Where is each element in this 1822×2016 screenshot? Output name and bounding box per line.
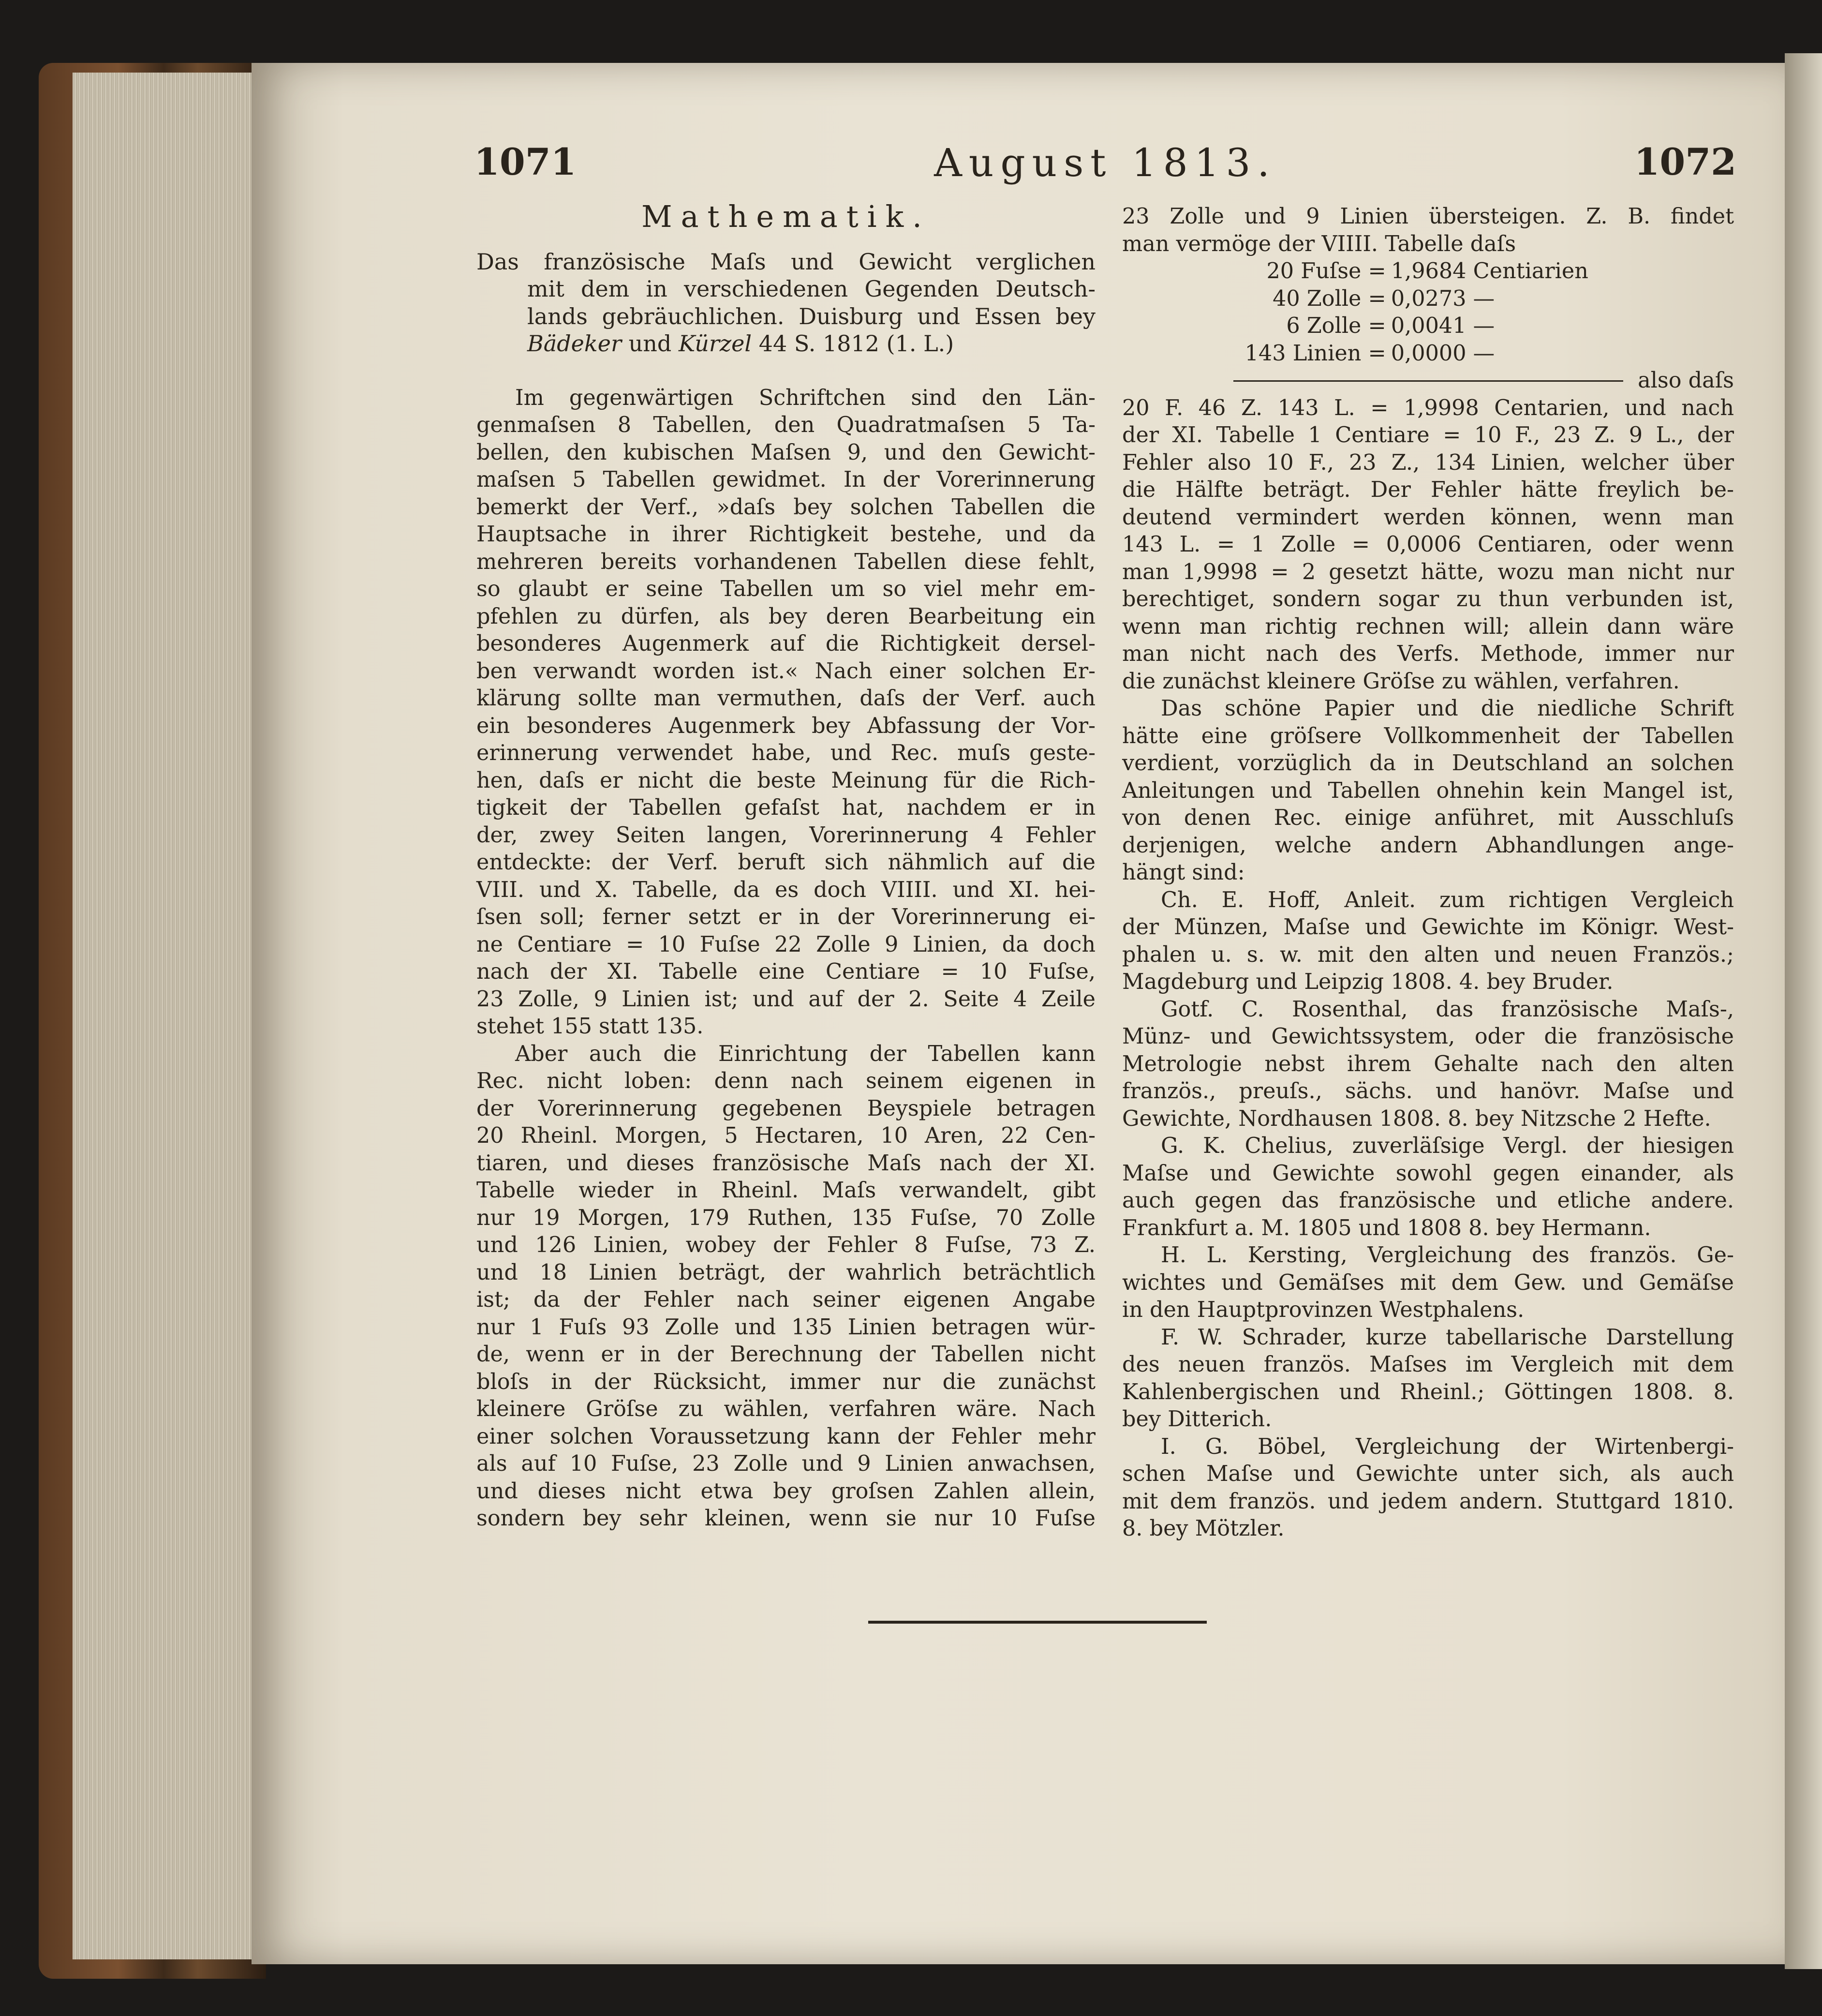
text-line: ist; da der Fehler nach seiner eigenen Angabe [476,1287,1096,1312]
table-cell: 20 Fuſse = [1266,259,1386,284]
text-line: maſsen 5 Tabellen gewidmet. In der Vorerinnerung [476,467,1096,492]
text-line: Aber auch die Einrichtung der Tabellen kann [515,1041,1096,1066]
text-line: pfehlen zu dürfen, als bey deren Bearbeitung ein [476,604,1096,629]
text-line: Hauptsache in ihrer Richtigkeit bestehe, und da [476,522,1096,547]
table-cell: 1,9684 Centiarien [1391,259,1588,284]
text-line: bemerkt der Verf., »daſs bey solchen Tabellen die [476,494,1096,520]
text-line: entdeckte: der Verf. beruft sich nähmlich auf die [476,850,1096,875]
text-line: Magdeburg und Leipzig 1808. 4. bey Bruder. [1122,970,1614,994]
text-line: genmaſsen 8 Tabellen, den Quadratmaſsen 5 Ta- [476,413,1096,437]
text-line: schen Maſse und Gewichte unter sich, als auch [1122,1462,1734,1486]
sum-rule [1233,367,1734,395]
table-row [1243,258,1591,285]
text-line: die zunächst kleinere Gröſse zu wählen, verfahren. [1122,669,1680,694]
text-line: 8. bey Mötzler. [1122,1516,1285,1541]
table-cell: 0,0000 — [1391,341,1495,366]
text-line: man 1,9998 = 2 gesetzt hätte, wozu man nicht nur [1122,559,1734,584]
text-line: kleinere Gröſse zu wählen, verfahren wäre. Nach [476,1397,1096,1421]
review-heading-line: Das französische Maſs und Gewicht verglichen [476,248,1096,275]
right-body-text [1122,395,1734,1543]
text-line: der, zwey Seiten langen, Vorerinnerung 4 Fehler [476,822,1096,848]
text-line: auch gegen das französische und etliche andere. [1122,1188,1734,1213]
text-line: Tabelle wieder in Rheinl. Maſs verwandelt, gibt [476,1178,1096,1203]
text-line: und 126 Linien, wobey der Fehler 8 Fuſse, 73 Z. [476,1233,1096,1257]
text-line: und 18 Linien beträgt, der wahrlich beträchtlich [476,1260,1096,1285]
text-line: 23 Zolle und 9 Linien übersteigen. Z. B. findet [1122,204,1734,229]
text-line: 20 F. 46 Z. 143 L. = 1,9998 Centarien, und nach [1122,395,1734,420]
text-line: klärung sollte man vermuthen, daſs der Verf. auch [476,686,1096,711]
sum-rule-bar [1233,380,1623,382]
text-line: Frankfurt a. M. 1805 und 1808 8. bey Hermann. [1122,1215,1651,1240]
text-line: derjenigen, welche andern Abhandlungen ange- [1122,833,1734,858]
text-line: de, wenn er in der Berechnung der Tabellen nicht [476,1342,1096,1367]
text-line: ein besonderes Augenmerk bey Abfassung der Vor- [476,713,1096,738]
text-line: als auf 10 Fuſse, 23 Zolle und 9 Linien anwachsen, [476,1451,1096,1476]
right-column [1122,203,1734,1543]
left-page-number: 1071 [474,140,577,183]
text-line: verdient, vorzüglich da in Deutschland an solchen [1122,751,1734,776]
text-line: berechtiget, sondern sogar zu thun verbunden ist, [1122,587,1734,612]
text-line: die Hälfte beträgt. Der Fehler hätte freylich be- [1122,478,1734,502]
left-body-text [476,385,1096,1533]
section-heading: Mathematik. [641,199,931,234]
text-line: hen, daſs er nicht die beste Meinung für die Rich- [476,768,1096,793]
text-line: 20 Rheinl. Morgen, 5 Hectaren, 10 Aren, 22 Cen- [476,1123,1096,1148]
text-line: Anleitungen und Tabellen ohnehin kein Mangel ist, [1122,778,1734,803]
text-line: erinnerung verwendet habe, und Rec. muſs geste- [476,741,1096,765]
table-row [1243,340,1591,368]
text-line: des neuen französ. Maſses im Vergleich mit dem [1122,1352,1734,1377]
next-page-edge [1785,53,1822,1969]
table-cell: 0,0041 — [1391,314,1495,338]
text-line: 23 Zolle, 9 Linien ist; und auf der 2. Seite 4 Zeile [476,986,1096,1012]
table-row [1243,285,1591,313]
text-line: der Vorerinnerung gegebenen Beyspiele betragen [476,1096,1096,1121]
review-heading-line: Bädeker und Kürzel 44 S. 1812 (1. L.) [527,330,954,357]
text-line: in den Hauptprovinzen Westphalens. [1122,1298,1525,1322]
table-row [1243,313,1591,340]
review-heading-line: lands gebräuchlichen. Duisburg und Essen bey [527,303,1096,329]
text-line: mit dem französ. und jedem andern. Stuttgard 1810. [1122,1489,1734,1514]
text-line: einer solchen Voraussetzung kann der Fehler mehr [476,1424,1096,1449]
text-line: tiaren, und dieses französische Maſs nach der XI. [476,1150,1096,1176]
page-header [474,140,1736,198]
text-line: so glaubt er seine Tabellen um so viel mehr em- [476,577,1096,601]
text-line: von denen Rec. einige anführet, mit Ausschluſs [1122,806,1734,830]
text-line: ben verwandt worden ist.« Nach einer solchen Er- [476,658,1096,684]
text-line: H. L. Kersting, Vergleichung des französ. Ge- [1161,1243,1734,1268]
text-line: tigkeit der Tabellen gefaſst hat, nachdem er in [476,795,1096,820]
text-line: hätte eine gröſsere Vollkommenheit der Tabellen [1122,723,1734,748]
table-cell: 143 Linien = [1244,341,1386,366]
text-line: Gewichte, Nordhausen 1808. 8. bey Nitzsche 2 Hefte. [1122,1106,1711,1131]
text-line: bloſs in der Rücksicht, immer nur die zunächst [476,1369,1096,1394]
conversion-table [1243,258,1591,367]
text-line: besonderes Augenmerk auf die Richtigkeit dersel- [476,631,1096,656]
text-line: F. W. Schrader, kurze tabellarische Darstellung [1161,1325,1734,1350]
text-line: 143 L. = 1 Zolle = 0,0006 Centiaren, oder wenn [1122,532,1734,557]
text-line: man vermöge der VIIII. Tabelle daſs [1122,231,1516,256]
text-line: phalen u. s. w. mit den alten und neuen Französ.; [1122,942,1734,967]
text-line: deutend vermindert werden können, wenn man [1122,505,1734,530]
text-line: G. K. Chelius, zuverläſsige Vergl. der hiesigen [1161,1134,1734,1158]
text-line: stehet 155 statt 135. [476,1014,704,1039]
review-heading [476,248,1096,358]
closing-rule [868,1621,1207,1624]
text-line: der Münzen, Maſse und Gewichte im Königr. West- [1122,915,1734,940]
left-column [476,199,1096,1533]
text-line: mehreren bereits vorhandenen Tabellen diese fehlt, [476,549,1096,574]
table-cell: 40 Zolle = [1273,286,1386,311]
text-line: Kahlenbergischen und Rheinl.; Göttingen 1808. 8. [1122,1379,1734,1404]
right-page-number: 1072 [1634,140,1736,183]
text-line: nur 1 Fuſs 93 Zolle und 135 Linien betragen wür- [476,1314,1096,1340]
text-line: bey Ditterich. [1122,1407,1272,1432]
text-line: Das schöne Papier und die niedliche Schrift [1161,696,1734,721]
text-line: Gotf. C. Rosenthal, das französische Maſs-, [1161,997,1734,1022]
text-line: Rec. nicht loben: denn nach seinem eigenen in [476,1069,1096,1093]
running-title: August 1813. [934,140,1276,185]
text-line: wenn man richtig rechnen will; allein dann wäre [1122,614,1734,639]
text-line: ſsen soll; ferner setzt er in der Vorerinnerung ei- [476,905,1096,929]
text-line: nur 19 Morgen, 179 Ruthen, 135 Fuſse, 70 Zolle [476,1205,1096,1230]
text-line: I. G. Böbel, Vergleichung der Wirtenbergi- [1161,1434,1734,1459]
text-line: der XI. Tabelle 1 Centiare = 10 F., 23 Z. 9 L., der [1122,423,1734,448]
text-line: wichtes und Gemäſses mit dem Gew. und Gemäſse [1122,1270,1734,1295]
page-stack [73,73,276,1959]
table-cell: 0,0273 — [1391,286,1495,311]
text-line: VIII. und X. Tabelle, da es doch VIIII. und XI. hei- [476,877,1096,902]
text-line: Ch. E. Hoff, Anleit. zum richtigen Vergleich [1161,887,1734,912]
table-cell: 6 Zolle = [1286,314,1386,338]
right-intro-text [1122,203,1734,258]
text-line: hängt sind: [1122,860,1245,885]
text-line: sondern bey sehr kleinen, wenn sie nur 10 Fuſse [476,1506,1096,1531]
text-line: nach der XI. Tabelle eine Centiare = 10 Fuſse, [476,959,1096,984]
review-heading-line: mit dem in verschiedenen Gegenden Deutsch- [527,276,1096,302]
text-line: Münz- und Gewichtssystem, oder die französische [1122,1024,1734,1049]
text-line: und dieses nicht etwa bey groſsen Zahlen allein, [476,1478,1096,1504]
text-line: französ., preuſs., sächs. und hanövr. Maſse und [1122,1079,1734,1104]
text-line: Metrologie nebst ihrem Gehalte nach den alten [1122,1051,1734,1076]
text-line: Im gegenwärtigen Schriftchen sind den Län- [515,385,1096,410]
text-line: Maſse und Gewichte sowohl gegen einander, als [1122,1161,1734,1186]
text-line: bellen, den kubischen Maſsen 9, und den Gewicht- [476,440,1096,465]
also-dass-text: also daſs [1638,368,1734,393]
text-line: man nicht nach des Verfs. Methode, immer nur [1122,642,1734,666]
text-line: Fehler also 10 F., 23 Z., 134 Linien, welcher über [1122,450,1734,475]
text-line: ne Centiare = 10 Fuſse 22 Zolle 9 Linien, da doch [476,932,1096,957]
